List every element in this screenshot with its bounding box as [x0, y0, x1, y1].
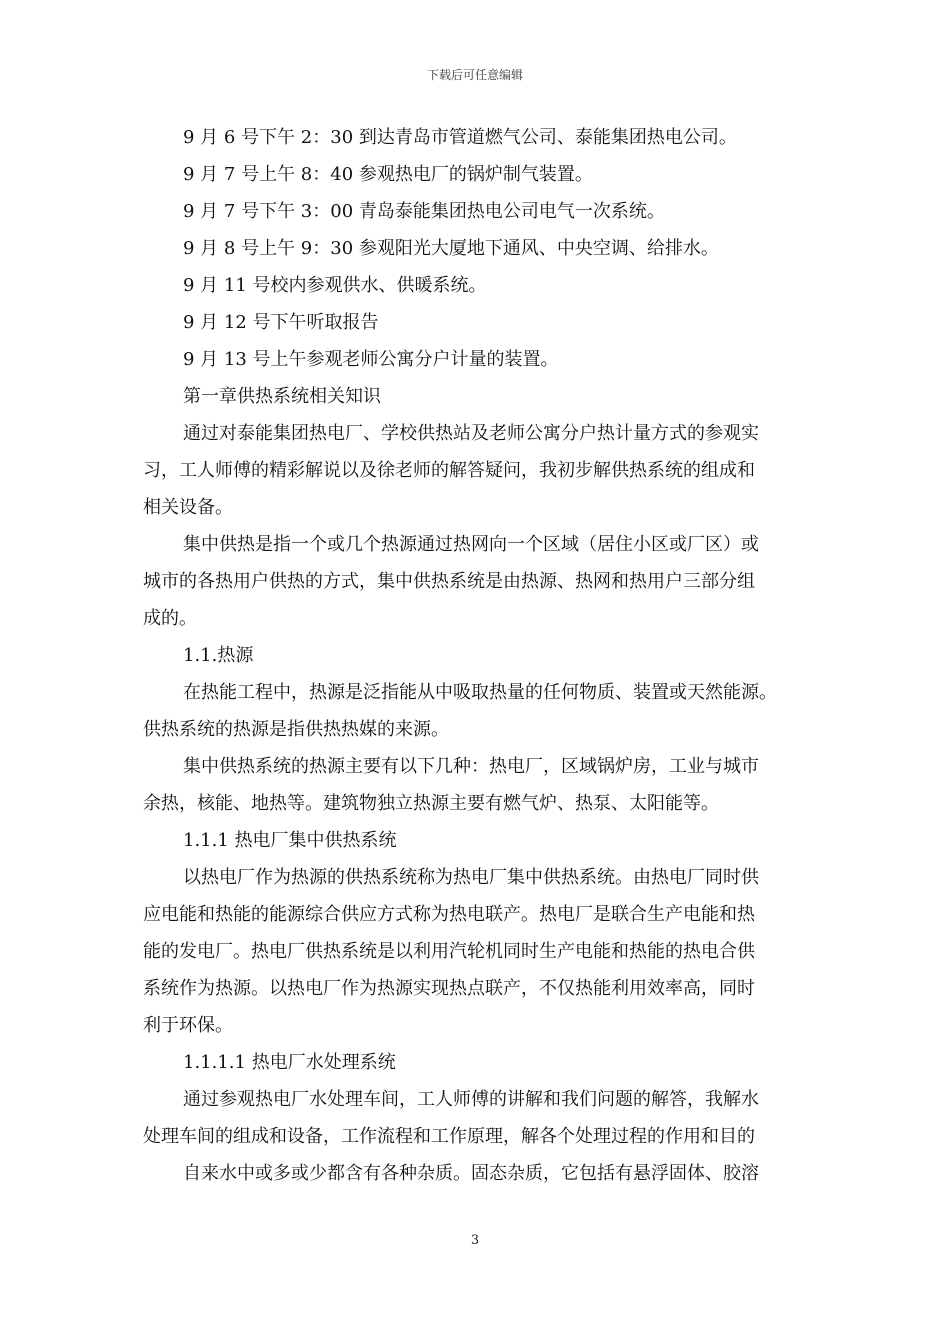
- text-line: 习，工人师傅的精彩解说以及徐老师的解答疑问，我初步解供热系统的组成和: [143, 460, 755, 481]
- text-line: 通过参观热电厂水处理车间，工人师傅的讲解和我们问题的解答，我解水: [183, 1089, 759, 1110]
- text-line: 集中供热是指一个或几个热源通过热网向一个区域（居住小区或厂区）或: [183, 534, 759, 555]
- text-line: 第一章供热系统相关知识: [183, 386, 381, 407]
- text-line: 9 月 7 号上午 8：40 参观热电厂的锅炉制气装置。: [183, 164, 593, 185]
- text-line: 系统作为热源。以热电厂作为热源实现热点联产，不仅热能利用效率高，同时: [143, 978, 755, 999]
- text-line: 集中供热系统的热源主要有以下几种：热电厂，区域锅炉房，工业与城市: [183, 756, 759, 777]
- text-line: 余热，核能、地热等。建筑物独立热源主要有燃气炉、热泵、太阳能等。: [143, 793, 719, 814]
- text-line: 9 月 6 号下午 2：30 到达青岛市管道燃气公司、泰能集团热电公司。: [183, 127, 737, 148]
- text-line: 1.1.热源: [183, 645, 254, 666]
- text-line: 以热电厂作为热源的供热系统称为热电厂集中供热系统。由热电厂同时供: [183, 867, 759, 888]
- text-line: 9 月 7 号下午 3：00 青岛泰能集团热电公司电气一次系统。: [183, 201, 665, 222]
- text-line: 9 月 13 号上午参观老师公寓分户计量的装置。: [183, 349, 559, 370]
- page-header: 下载后可任意编辑: [426, 68, 523, 82]
- text-line: 9 月 12 号下午听取报告: [183, 312, 379, 333]
- text-line: 利于环保。: [143, 1015, 233, 1036]
- text-line: 9 月 8 号上午 9：30 参观阳光大厦地下通风、中央空调、给排水。: [183, 238, 719, 259]
- page-number: 3: [470, 1233, 480, 1248]
- text-line: 在热能工程中，热源是泛指能从中吸取热量的任何物质、装置或天然能源。: [183, 682, 777, 703]
- text-line: 自来水中或多或少都含有各种杂质。固态杂质，它包括有悬浮固体、胶溶: [183, 1163, 759, 1184]
- text-line: 1.1.1 热电厂集中供热系统: [183, 830, 397, 851]
- text-line: 相关设备。: [143, 497, 233, 518]
- text-line: 通过对泰能集团热电厂、学校供热站及老师公寓分户热计量方式的参观实: [183, 423, 759, 444]
- text-line: 成的。: [143, 608, 197, 629]
- text-line: 处理车间的组成和设备，工作流程和工作原理，解各个处理过程的作用和目的: [143, 1126, 755, 1147]
- text-line: 应电能和热能的能源综合供应方式称为热电联产。热电厂是联合生产电能和热: [143, 904, 755, 925]
- document-body: [143, 119, 815, 1192]
- text-line: 1.1.1.1 热电厂水处理系统: [183, 1052, 396, 1073]
- text-line: 供热系统的热源是指供热热媒的来源。: [143, 719, 449, 740]
- text-line: 9 月 11 号校内参观供水、供暖系统。: [183, 275, 487, 296]
- text-line: 能的发电厂。热电厂供热系统是以利用汽轮机同时生产电能和热能的热电合供: [143, 941, 755, 962]
- text-line: 城市的各热用户供热的方式，集中供热系统是由热源、热网和热用户三部分组: [143, 571, 755, 592]
